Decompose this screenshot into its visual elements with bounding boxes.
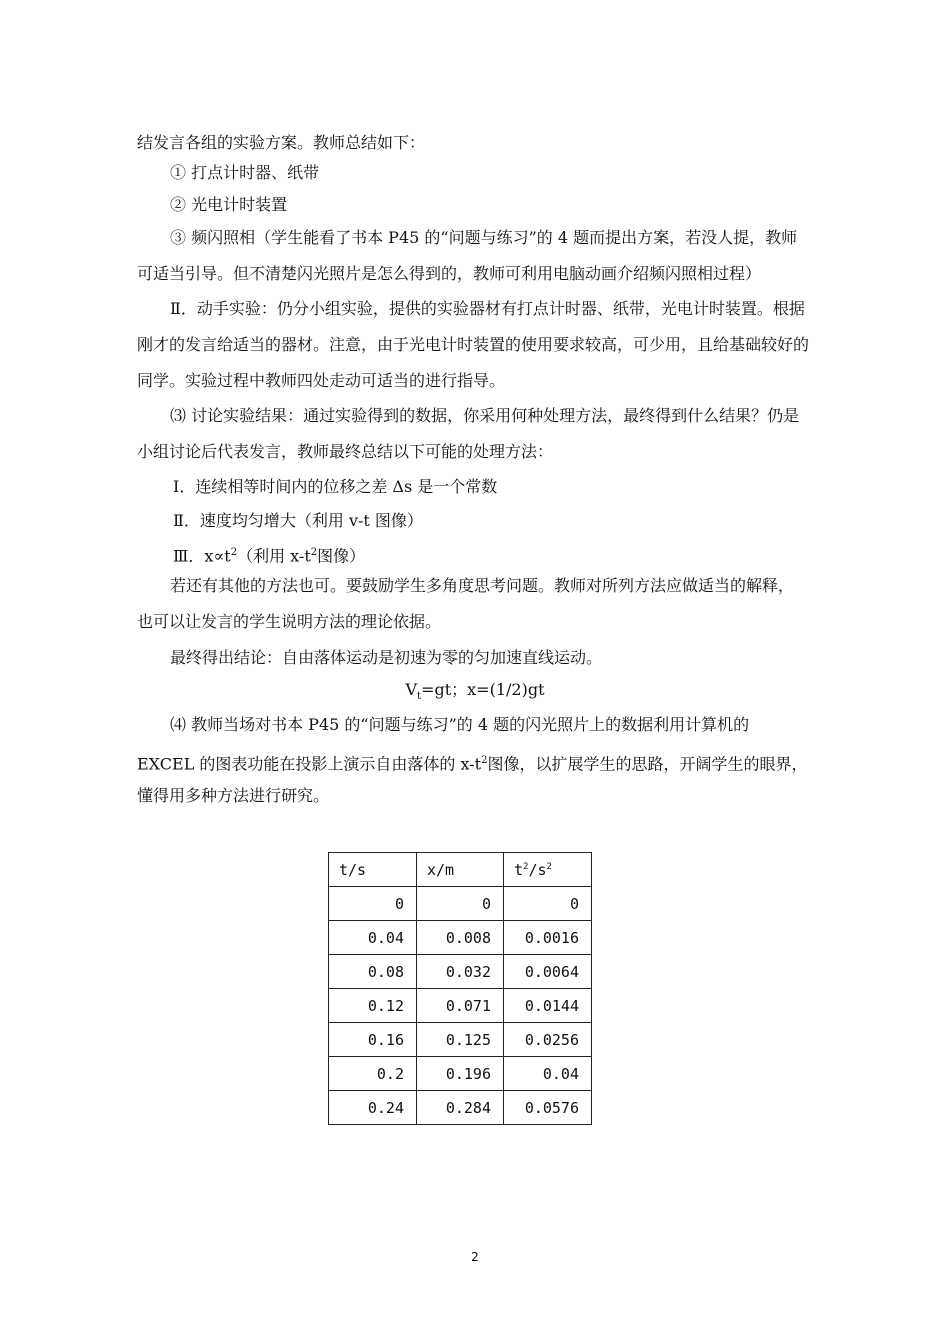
table-cell: 0.125: [417, 1023, 504, 1057]
table-cell: 0: [504, 887, 592, 921]
table-cell: 0.16: [329, 1023, 417, 1057]
header-text: t/s: [339, 860, 367, 879]
subscript: t: [417, 691, 422, 703]
table-cell: 0.24: [329, 1091, 417, 1125]
table-body: [329, 853, 592, 1125]
table-cell: 0.196: [417, 1057, 504, 1091]
table-cell: 0.0016: [504, 921, 592, 955]
paragraph-line: 小组讨论后代表发言，教师最终总结以下可能的处理方法：: [137, 442, 554, 461]
superscript: 2: [230, 547, 238, 558]
superscript: 2: [481, 755, 488, 766]
table-header-row: [329, 853, 592, 887]
table-cell: 0: [329, 887, 417, 921]
paragraph-line: 最终得出结论：自由落体运动是初速为零的匀加速直线运动。: [170, 648, 603, 667]
superscript: 2: [523, 861, 529, 872]
text-run: =gt；x=(1/2)gt: [421, 680, 545, 699]
header-text: t: [514, 860, 524, 879]
paragraph-line: [137, 751, 807, 774]
text-run: （利用 x-t: [237, 546, 311, 566]
paragraph-line: 也可以让发言的学生说明方法的理论依据。: [137, 612, 442, 631]
paragraph-line: ③ 频闪照相（学生能看了书本 P45 的“问题与练习”的 4 题而提出方案，若没人提，教师: [170, 228, 798, 247]
table-cell: 0.04: [504, 1057, 592, 1091]
header-text: x/m: [427, 860, 455, 879]
paragraph-line: [173, 543, 365, 566]
superscript: 2: [546, 861, 552, 872]
header-cell: [417, 853, 504, 887]
table-cell: 0.284: [417, 1091, 504, 1125]
text-run: EXCEL 的图表功能在投影上演示自由落体的 x-t: [137, 754, 482, 774]
table-cell: 0.032: [417, 955, 504, 989]
table-cell: 0.0064: [504, 955, 592, 989]
text-run: V: [405, 680, 418, 699]
table-row: [329, 955, 592, 989]
paragraph-line: Ⅰ．连续相等时间内的位移之差 Δs 是一个常数: [173, 477, 498, 496]
table-row: [329, 887, 592, 921]
paragraph-line: Ⅱ．速度均匀增大（利用 v-t 图像）: [173, 511, 423, 530]
paragraph-line: ⑶ 讨论实验结果：通过实验得到的数据，你采用何种处理方法，最终得到什么结果？仍是: [170, 406, 800, 425]
table-cell: 0.08: [329, 955, 417, 989]
table-row: [329, 921, 592, 955]
paragraph-line: 刚才的发言给适当的器材。注意，由于光电计时装置的使用要求较高，可少用，且给基础较好的: [137, 335, 810, 354]
table-cell: 0.0576: [504, 1091, 592, 1125]
table-row: [329, 989, 592, 1023]
paragraph-line: 同学。实验过程中教师四处走动可适当的进行指导。: [137, 371, 506, 390]
table-row: [329, 1057, 592, 1091]
paragraph-line: ① 打点计时器、纸带: [170, 163, 320, 182]
table-cell: 0.12: [329, 989, 417, 1023]
table-cell: 0.071: [417, 989, 504, 1023]
table-cell: 0.008: [417, 921, 504, 955]
paragraph-line: ② 光电计时装置: [170, 195, 288, 214]
formula-line: [0, 680, 950, 707]
table-cell: 0.0256: [504, 1023, 592, 1057]
table-row: [329, 1023, 592, 1057]
table-row: [329, 1091, 592, 1125]
header-cell: [504, 853, 592, 887]
superscript: 2: [310, 547, 318, 558]
data-table: [328, 852, 592, 1125]
paragraph-line: 可适当引导。但不清楚闪光照片是怎么得到的，教师可利用电脑动画介绍频闪照相过程）: [137, 264, 762, 283]
page-number: 2: [471, 1250, 479, 1264]
table-cell: 0.2: [329, 1057, 417, 1091]
text-run: 图像）: [317, 546, 366, 566]
table-cell: 0: [417, 887, 504, 921]
paragraph-line: Ⅱ．动手实验：仍分小组实验，提供的实验器材有打点计时器、纸带，光电计时装置。根据: [170, 299, 805, 318]
paragraph-line: 结发言各组的实验方案。教师总结如下：: [137, 133, 426, 152]
paragraph-line: 若还有其他的方法也可。要鼓励学生多角度思考问题。教师对所列方法应做适当的解释，: [170, 576, 795, 595]
paragraph-line: 懂得用多种方法进行研究。: [137, 786, 330, 805]
text-run: 图像，以扩展学生的思路，开阔学生的眼界，: [487, 754, 808, 774]
text-run: Ⅲ．x∝t: [173, 546, 231, 566]
paragraph-line: ⑷ 教师当场对书本 P45 的“问题与练习”的 4 题的闪光照片上的数据利用计算机的: [170, 715, 750, 734]
header-cell: [329, 853, 417, 887]
table-cell: 0.04: [329, 921, 417, 955]
header-text: /s: [528, 860, 547, 879]
table-cell: 0.0144: [504, 989, 592, 1023]
